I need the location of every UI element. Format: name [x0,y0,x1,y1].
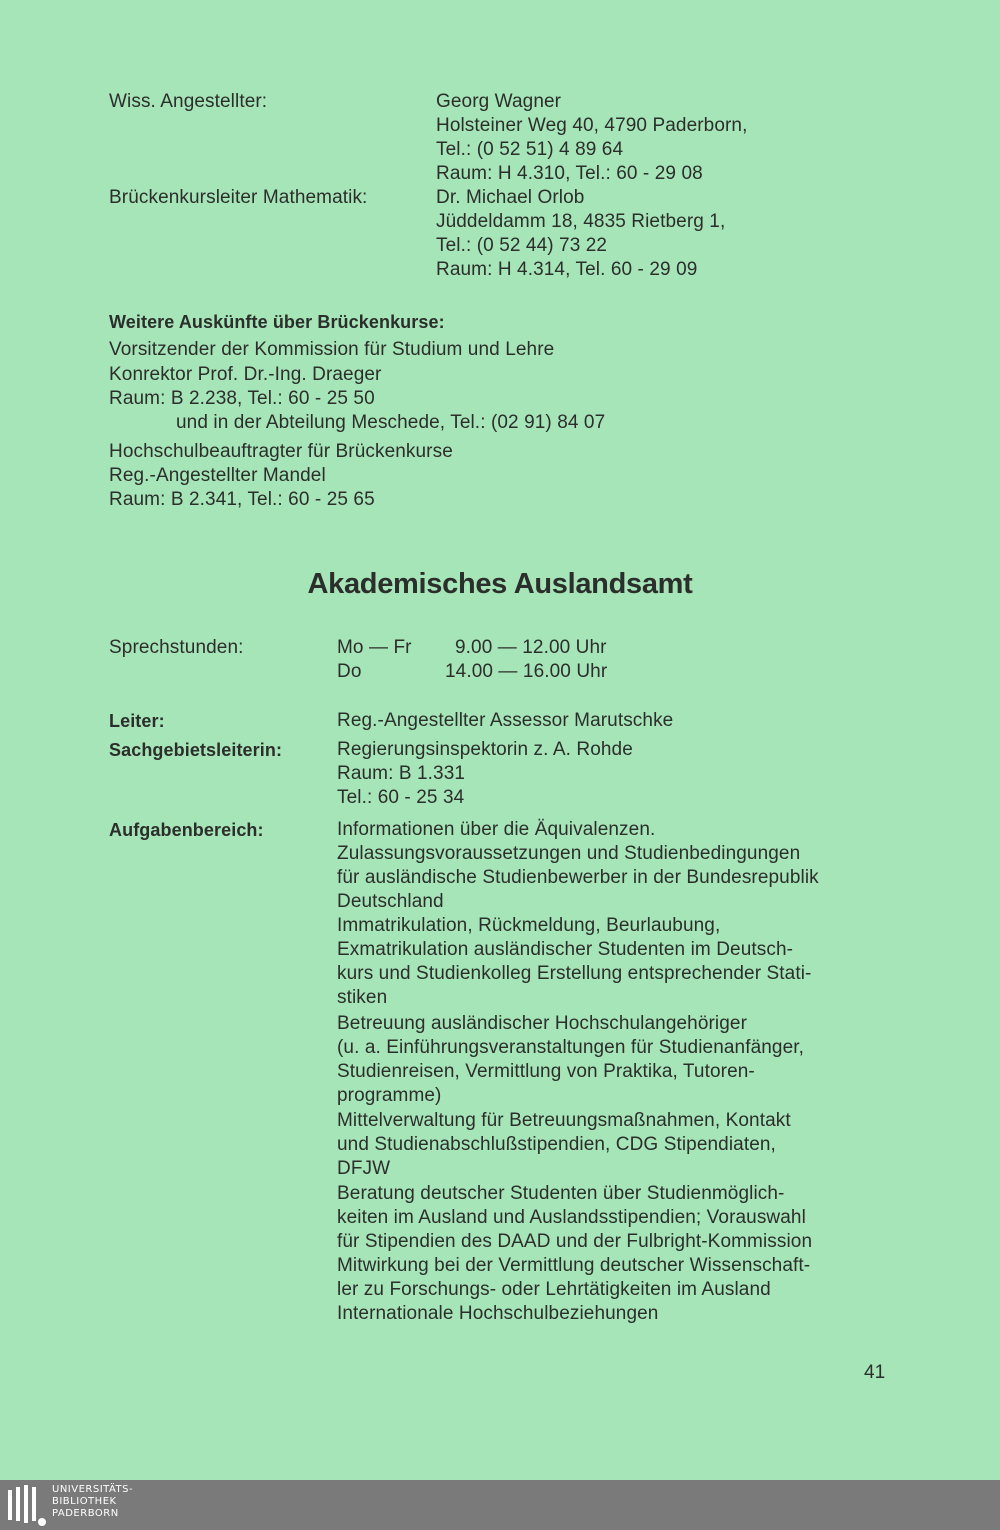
aufgaben-line: Betreuung ausländischer Hochschulangehöriger [337,1013,747,1034]
aufgaben-line: programme) [337,1085,442,1106]
library-name [52,1484,133,1520]
further-info-line: und in der Abteilung Meschede, Tel.: (02 91) 84 07 [176,412,606,433]
leiter-value: Reg.-Angestellter Assessor Marutschke [337,710,674,731]
sach-line: Regierungsinspektorin z. A. Rohde [337,739,633,760]
page-number: 41 [864,1362,886,1383]
library-logo-icon [6,1484,46,1526]
library-name-line: UNIVERSITÄTS- [52,1484,134,1495]
aufgaben-line: kurs und Studienkolleg Erstellung entsprechender Stati- [337,963,812,984]
library-name-line: PADERBORN [52,1508,119,1519]
aufgaben-line: ler zu Forschungs- oder Lehrtätigkeiten im Ausland [337,1279,771,1300]
contact-line: Tel.: (0 52 51) 4 89 64 [436,139,624,160]
further-info-line: Raum: B 2.238, Tel.: 60 - 25 50 [109,388,375,409]
contact-line: Jüddeldamm 18, 4835 Rietberg 1, [436,211,726,232]
further-info-line: Vorsitzender der Kommission für Studium und Lehre [109,339,555,360]
aufgaben-line: Exmatrikulation ausländischer Studenten im Deutsch- [337,939,794,960]
library-footer [0,1480,1000,1530]
aufgaben-line: und Studienabschlußstipendien, CDG Stipendiaten, [337,1134,776,1155]
aufgaben-line: Mittelverwaltung für Betreuungsmaßnahmen, Kontakt [337,1110,791,1131]
contact-line: Raum: H 4.314, Tel. 60 - 29 09 [436,259,698,280]
further-info-line: Hochschulbeauftragter für Brückenkurse [109,441,453,462]
aufgaben-line: (u. a. Einführungsveranstaltungen für Studienanfänger, [337,1037,804,1058]
contact-label-wagner: Wiss. Angestellter: [109,91,268,112]
aufgaben-line: Internationale Hochschulbeziehungen [337,1303,659,1324]
hours-days: Do [337,661,362,682]
contact-line: Georg Wagner [436,91,562,112]
contact-label-orlob: Brückenkursleiter Mathematik: [109,187,368,208]
further-info-line: Raum: B 2.341, Tel.: 60 - 25 65 [109,489,375,510]
section-heading: Akademisches Auslandsamt [307,568,693,600]
aufgaben-line: stiken [337,987,388,1008]
hours-label: Sprechstunden: [109,637,244,658]
contact-line: Tel.: (0 52 44) 73 22 [436,235,608,256]
hours-time: 14.00 — 16.00 Uhr [445,661,608,682]
aufgaben-line: DFJW [337,1158,391,1179]
library-name-line: BIBLIOTHEK [52,1496,117,1507]
aufgaben-line: für Stipendien des DAAD und der Fulbright-Kommission [337,1231,813,1252]
contact-line: Holsteiner Weg 40, 4790 Paderborn, [436,115,748,136]
aufgaben-label: Aufgabenbereich: [109,820,264,840]
further-info-line: Reg.-Angestellter Mandel [109,465,326,486]
hours-time: 9.00 — 12.00 Uhr [455,637,607,658]
hours-days: Mo — Fr [337,637,412,658]
leiter-label: Leiter: [109,711,165,731]
aufgaben-line: Deutschland [337,891,444,912]
aufgaben-line: Mitwirkung bei der Vermittlung deutscher Wissenschaft- [337,1255,811,1276]
aufgaben-line: für ausländische Studienbewerber in der Bundesrepublik [337,867,819,888]
aufgaben-line: Studienreisen, Vermittlung von Praktika, Tutoren- [337,1061,755,1082]
sach-label: Sachgebietsleiterin: [109,740,283,760]
contact-line: Raum: H 4.310, Tel.: 60 - 29 08 [436,163,703,184]
sach-line: Tel.: 60 - 25 34 [337,787,465,808]
sach-line: Raum: B 1.331 [337,763,466,784]
aufgaben-line: Zulassungsvoraussetzungen und Studienbedingungen [337,843,801,864]
further-info-title: Weitere Auskünfte über Brückenkurse: [109,312,445,332]
aufgaben-line: keiten im Ausland und Auslandsstipendien; Vorauswahl [337,1207,806,1228]
further-info-line: Konrektor Prof. Dr.-Ing. Draeger [109,364,382,385]
aufgaben-line: Beratung deutscher Studenten über Studienmöglich- [337,1183,785,1204]
contact-line: Dr. Michael Orlob [436,187,585,208]
aufgaben-line: Informationen über die Äquivalenzen. [337,819,656,840]
aufgaben-line: Immatrikulation, Rückmeldung, Beurlaubung, [337,915,721,936]
